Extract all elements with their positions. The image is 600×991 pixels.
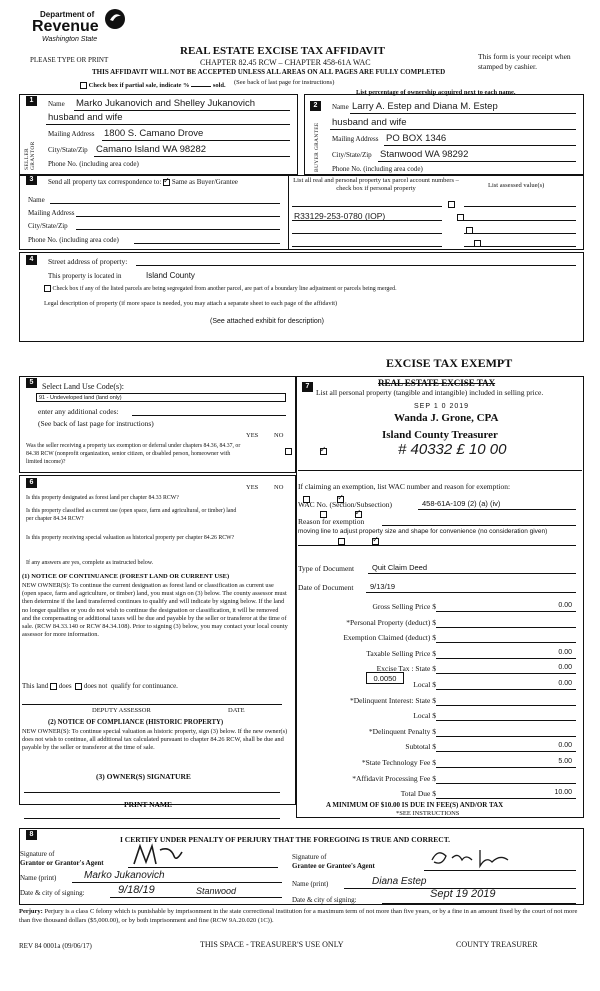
- grantor-name[interactable]: Marko Jukanovich: [84, 870, 165, 881]
- buyer-mail[interactable]: PO BOX 1346: [386, 133, 447, 144]
- deputy-assessor-label: DEPUTY ASSESSOR: [92, 707, 151, 714]
- receipt-note: This form is your receipt when stamped by cashier.: [478, 52, 571, 71]
- partial-sale-checkbox[interactable]: [80, 82, 87, 89]
- send-correspondence: Send all property tax correspondence to: ✓ Same as Buyer/Grantee: [48, 178, 238, 186]
- parcel-1-personal-checkbox[interactable]: [448, 201, 455, 208]
- county-treasurer: COUNTY TREASURER: [456, 940, 538, 949]
- segregated-checkbox[interactable]: [44, 285, 51, 292]
- buyer-city[interactable]: Stanwood WA 98292: [380, 149, 469, 160]
- tax-line-value[interactable]: 0.00: [558, 664, 572, 672]
- section-1-number: 1: [26, 96, 37, 106]
- form-chapter: CHAPTER 82.45 RCW – CHAPTER 458-61A WAC: [200, 58, 371, 67]
- wac-label: WAC No. (Section/Subsection): [298, 500, 392, 509]
- sec5-no: NO: [274, 432, 284, 439]
- not-accepted-notice: THIS AFFIDAVIT WILL NOT BE ACCEPTED UNLESS ALL AREAS ON ALL PAGES ARE FULLY COMPLETED: [92, 68, 446, 76]
- exemption-label: If claiming an exemption, list WAC number and reason for exemption:: [298, 482, 511, 491]
- sec6-q1: Is this property designated as forest land per chapter 84.33 RCW?: [26, 495, 179, 501]
- continuance-body: NEW OWNER(S): To continue the current designation as forest land or classification as current use (open space, farm and agriculture, or timber) land, you must sign on (3) below. The county assessor must then determine if the land transferred continues to qualify and will indicate by signing below. If the land no longer qualifies or you do not wish to continue the designation or classification, it will be removed and the compensating or additional taxes will be due and payable by the seller or transferor at the time of sale. (RCW 84.33.140 or RCW 84.34.108). Prior to signing (3) below, you may contact your local county assessor for more information.: [22, 582, 288, 639]
- grantor-signature[interactable]: [130, 842, 190, 868]
- parcel-2-personal-checkbox[interactable]: [457, 214, 464, 221]
- tax-line-label: Exemption Claimed (deduct) $: [343, 633, 436, 643]
- corr-phone-label: Phone No. (including area code): [28, 236, 119, 244]
- grantee-date-label: Date & city of signing:: [292, 896, 357, 904]
- tax-line-value[interactable]: 0.00: [558, 742, 572, 750]
- form-title: REAL ESTATE EXCISE TAX AFFIDAVIT: [180, 45, 385, 57]
- section-6-number: 6: [26, 478, 37, 488]
- tax-line-label: Local $: [413, 680, 436, 689]
- list-parcels-label: List all real and personal property tax parcel account numbers – check box if personal property: [293, 177, 459, 192]
- dor-logo: [30, 8, 130, 48]
- same-as-buyer-checkbox[interactable]: [163, 179, 170, 186]
- list-assessed-label: List assessed value(s): [488, 182, 545, 189]
- doc-type-label: Type of Document: [298, 564, 355, 573]
- seller-name-label: Name: [48, 100, 65, 108]
- section-4-number: 4: [26, 255, 37, 265]
- sec5-q1-yes[interactable]: [285, 448, 292, 455]
- tax-line-value[interactable]: 0.00: [558, 648, 572, 656]
- logo-agency: Revenue: [32, 18, 99, 35]
- tax-line-value[interactable]: 0.00: [558, 680, 572, 687]
- additional-codes-label: enter any additional codes:: [38, 407, 119, 416]
- form-revision: REV 84 0001a (09/06/17): [19, 942, 92, 950]
- seller-name[interactable]: Marko Jukanovich and Shelley Jukanovich: [76, 98, 256, 109]
- grantee-signature[interactable]: [428, 846, 518, 870]
- located-label: This property is located in: [48, 272, 122, 280]
- grantor-city[interactable]: Stanwood: [196, 886, 237, 896]
- reet-stamp: REAL ESTATE EXCISE TAX: [378, 378, 496, 388]
- grantee-agent-label: Grantee or Grantee's Agent: [292, 862, 375, 870]
- treasurer-space: THIS SPACE - TREASURER'S USE ONLY: [200, 940, 344, 949]
- grantor-date-label: Date & city of signing:: [20, 889, 85, 897]
- tax-line-label: Excise Tax : State $: [376, 664, 436, 674]
- doc-date[interactable]: 9/13/19: [370, 582, 396, 591]
- grantee-name-label: Name (print): [292, 880, 329, 888]
- seller-name-2[interactable]: husband and wife: [48, 112, 123, 123]
- sec6-yes: YES: [246, 484, 259, 491]
- tax-line-label: *Affidavit Processing Fee $: [352, 773, 436, 783]
- doc-type[interactable]: Quit Claim Deed: [372, 563, 428, 572]
- land-use-label: Select Land Use Code(s):: [42, 382, 124, 391]
- ownership-note: List percentage of ownership acquired next to each name.: [356, 89, 516, 96]
- grantee-date[interactable]: Sept 19 2019: [430, 888, 496, 900]
- buyer-side-label: BUYER GRANTEE: [314, 122, 320, 172]
- treasurer-office: Island County Treasurer: [382, 429, 498, 441]
- grantor-name-label: Name (print): [20, 874, 57, 882]
- sec5-q1: Was the seller receiving a property tax exemption or deferral under chapters 84.36, 84.37, or 84.38 RCW (nonprofit organization, senior citizen, or disabled person, homeowner with limited income)?: [26, 443, 241, 465]
- perjury-note: Perjury: Perjury is a class C felony which is punishable by imprisonment in the state correctional institution for a maximum term of not more than five years, or by a fine in an amount fixed by the court of not more than five thousand dollars ($5,000.00), or by both imprisonment and fine (RCW 9A.20.020 (1C)).: [19, 908, 578, 924]
- buyer-name-label: Name: [332, 103, 349, 111]
- minimum-fee-note: A MINIMUM OF $10.00 IS DUE IN FEE(S) AND/OR TAX: [326, 801, 504, 809]
- tax-line-value[interactable]: 5.00: [558, 758, 572, 765]
- street-address-label: Street address of property:: [48, 257, 128, 266]
- grantor-agent-label: Grantor or Grantor's Agent: [20, 859, 104, 867]
- seller-mail-label: Mailing Address: [48, 130, 95, 138]
- local-rate-box[interactable]: 0.0050: [366, 672, 404, 684]
- seller-city[interactable]: Camano Island WA 98282: [96, 144, 207, 155]
- tax-line-label: Taxable Selling Price $: [366, 648, 436, 658]
- dor-emblem-icon: [104, 8, 126, 30]
- partial-sale: Check box if partial sale, indicate % sold.: [80, 82, 226, 89]
- grantor-sig-label: Signature of: [20, 850, 55, 858]
- receipt-number: # 40332 £ 10 00: [398, 441, 507, 458]
- buyer-phone-label: Phone No. (including area code): [332, 165, 423, 173]
- grantor-date[interactable]: 9/18/19: [118, 884, 155, 896]
- section-5-number: 5: [26, 378, 37, 388]
- legal-exhibit[interactable]: (See attached exhibit for description): [210, 318, 325, 325]
- tax-line-label: *Delinquent Penalty $: [368, 726, 436, 736]
- tax-line-label: Gross Selling Price $: [372, 602, 436, 611]
- see-back-instructions: (See back of last page for instructions): [38, 419, 154, 428]
- section-7-number: 7: [302, 382, 313, 392]
- tax-line-label: *Delinquent Interest: State $: [349, 695, 436, 705]
- seller-city-label: City/State/Zip: [48, 146, 88, 154]
- see-back-note: (See back of last page for instructions): [234, 79, 335, 86]
- buyer-mail-label: Mailing Address: [332, 135, 379, 143]
- continuance-title: (1) NOTICE OF CONTINUANCE (FOREST LAND OR CURRENT USE): [22, 573, 230, 580]
- continuance-qualify: This land does does not qualify for continuance.: [22, 682, 178, 690]
- buyer-name-2[interactable]: husband and wife: [332, 117, 407, 128]
- exemption-reason[interactable]: moving line to adjust property size and shape for convenience (no consideration given): [298, 528, 548, 535]
- tax-line-label: Local $: [413, 711, 436, 721]
- owner-signature-label: (3) OWNER(S) SIGNATURE: [96, 772, 191, 781]
- grantee-sig-label: Signature of: [292, 853, 327, 861]
- please-type: PLEASE TYPE OR PRINT: [30, 56, 109, 64]
- excise-tax-exempt-stamp: EXCISE TAX EXEMPT: [386, 356, 513, 370]
- tax-line-label: Subtotal $: [405, 742, 436, 752]
- treasurer-name: Wanda J. Grone, CPA: [394, 412, 499, 424]
- seller-mail[interactable]: 1800 S. Camano Drove: [104, 128, 204, 139]
- land-use-select[interactable]: 91 - Undeveloped land (land only): [36, 393, 286, 402]
- segregated-note: Check box if any of the listed parcels are being segregated from another parcel, are part of a boundary line adjustment or parcels being merged.: [44, 285, 397, 292]
- personal-property-label: List all personal property (tangible and intangible) included in selling price.: [316, 388, 544, 397]
- print-name-label: PRINT NAME: [124, 800, 172, 809]
- parcel-number[interactable]: R33129-253-0780 (IOP): [294, 211, 386, 221]
- corr-name-label: Name: [28, 196, 45, 204]
- land-does-checkbox[interactable]: [50, 683, 57, 690]
- buyer-city-label: City/State/Zip: [332, 151, 372, 159]
- compliance-body: NEW OWNER(S): To continue special valuation as historic property, sign (3) below. If the new owner(s) does not wish to continue, all additional tax calculated pursuant to chapter 84.26 RCW, shall be due and payable by the seller or transferor at the time of sale.: [22, 728, 288, 752]
- section-8-number: 8: [26, 830, 37, 840]
- deputy-date-label: DATE: [228, 707, 245, 714]
- reason-label: Reason for exemption: [298, 517, 365, 526]
- if-yes-note: If any answers are yes, complete as instructed below.: [26, 560, 154, 566]
- sec5-yes: YES: [246, 432, 259, 439]
- logo-state: Washington State: [42, 36, 98, 43]
- section-6: [19, 475, 296, 805]
- compliance-title: (2) NOTICE OF COMPLIANCE (HISTORIC PROPERTY): [48, 719, 224, 726]
- buyer-name[interactable]: Larry A. Estep and Diana M. Estep: [352, 101, 498, 112]
- wac-number[interactable]: 458-61A-109 (2) (a) (iv): [422, 499, 501, 508]
- sec6-no: NO: [274, 484, 284, 491]
- tax-line-label: *State Technology Fee $: [361, 758, 436, 767]
- grantee-name[interactable]: Diana Estep: [372, 876, 427, 887]
- land-does-not-checkbox[interactable]: [75, 683, 82, 690]
- property-county[interactable]: Island County: [146, 271, 195, 280]
- sec6-q3: Is this property receiving special valuation as historical property per chapter 84.26 RCW?: [26, 535, 235, 541]
- corr-mail-label: Mailing Address: [28, 209, 75, 217]
- seller-phone-label: Phone No. (including area code): [48, 160, 139, 168]
- see-instructions: *SEE INSTRUCTIONS: [396, 810, 460, 817]
- tax-line-label: *Personal Property (deduct) $: [346, 617, 436, 627]
- tax-line-value[interactable]: 10.00: [554, 789, 572, 797]
- certify-statement: I CERTIFY UNDER PENALTY OF PERJURY THAT THE FOREGOING IS TRUE AND CORRECT.: [120, 835, 451, 844]
- seller-side-label: SELLER GRANTOR: [24, 141, 36, 170]
- tax-line-label: Total Due $: [400, 789, 436, 799]
- sec6-q2: Is this property classified as current use (open space, farm and agricultural, or timber) land per chapter 84.34 RCW?: [26, 508, 237, 522]
- logo-dept: Department of: [40, 10, 95, 19]
- section-2-number: 2: [310, 101, 321, 111]
- corr-city-label: City/State/Zip: [28, 222, 68, 230]
- doc-date-label: Date of Document: [298, 583, 354, 592]
- section-3-number: 3: [26, 175, 37, 185]
- stamp-date: SEP 1 0 2019: [414, 403, 470, 410]
- legal-description-label: Legal description of property (if more space is needed, you may attach a separate sheet to each page of the affidavit): [44, 300, 338, 307]
- tax-line-value[interactable]: 0.00: [558, 602, 572, 609]
